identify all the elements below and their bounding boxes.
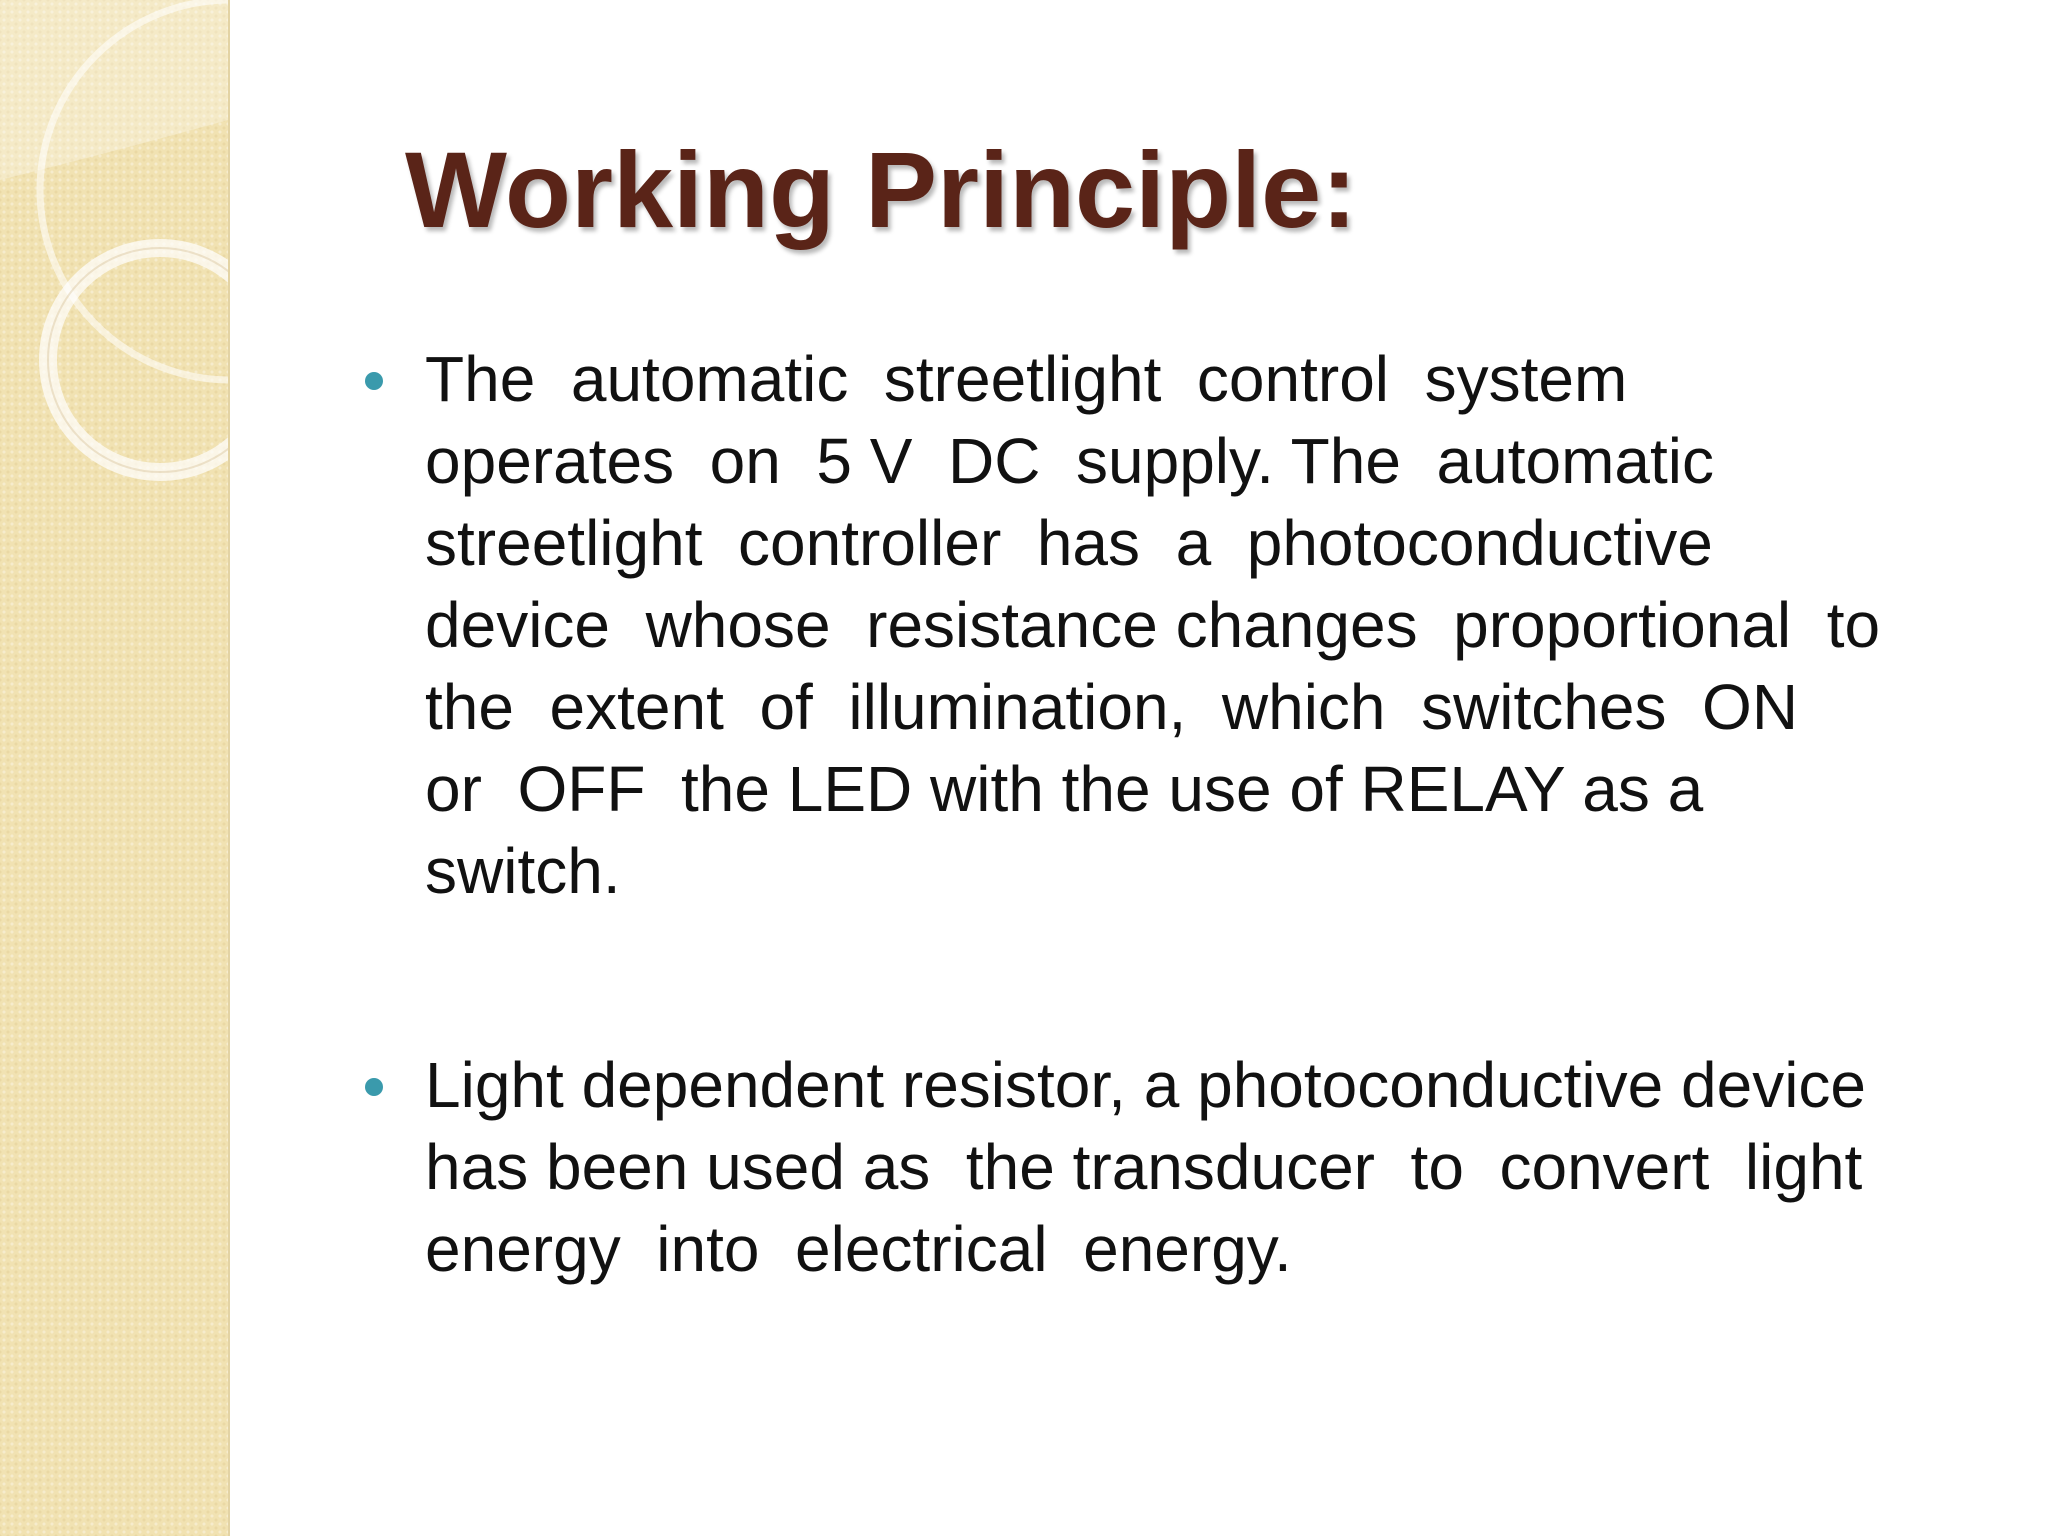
bullet-item (365, 1044, 2005, 1290)
decorative-rings-graphic (0, 0, 228, 520)
bullet-text-line: switch. (425, 835, 621, 907)
bullet-text-line: streetlight controller has a photoconductive (425, 507, 1713, 579)
bullet-icon (365, 1078, 383, 1096)
decorative-side-panel (0, 0, 230, 1536)
bullet-text-line: Light dependent resistor, a photoconductive device (425, 1049, 1866, 1121)
bullet-text-line: has been used as the transducer to convert light (425, 1131, 1863, 1203)
bullet-text-line: The automatic streetlight control system (425, 343, 1628, 415)
bullet-icon (365, 372, 383, 390)
bullet-text-line: energy into electrical energy. (425, 1213, 1292, 1285)
bullet-text-line: or OFF the LED with the use of RELAY as a (425, 753, 1704, 825)
slide-title: Working Principle: (405, 129, 1358, 250)
bullet-text-line: the extent of illumination, which switches ON (425, 671, 1799, 743)
bullet-list (365, 338, 2005, 1290)
bullet-item (365, 338, 2005, 912)
bullet-text-line: device whose resistance changes proportional to (425, 589, 1881, 661)
bullet-text-line: operates on 5 V DC supply. The automatic (425, 425, 1714, 497)
